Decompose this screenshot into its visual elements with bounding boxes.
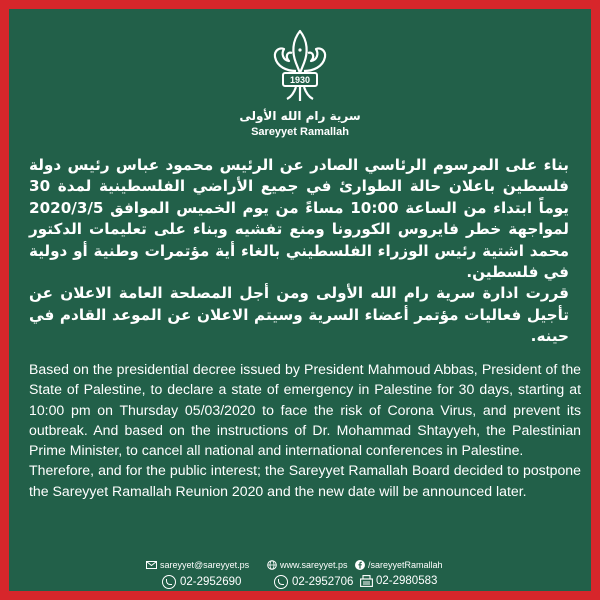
phone-contact-1 [162,575,241,589]
email-text[interactable]: sareyyet@sareyyet.ps [160,560,250,570]
envelope-icon [146,561,157,569]
english-paragraph-1: Based on the presidential decree issued by President Mahmoud Abbas, President of the State of Palestine, to declare a state of emergency in Palestine for 30 days, starting at 10:00 pm on Thursday 05/03/2020 to face the risk of Corona Virus, and prevent its outbreak. And based on the instructions of Dr. Mohammad Shtayyeh, the Palestinian Prime Minister, to cancel all national and international conferences in Palestine. [29,361,581,459]
globe-icon [267,560,277,570]
org-name-arabic: سرية رام الله الأولى [239,109,361,123]
fax-text[interactable]: 02-2980583 [376,575,438,587]
phone-contact-2 [274,575,353,589]
facebook-text[interactable]: /sareyyetRamallah [368,560,443,570]
facebook-contact [355,560,443,570]
arabic-paragraph-1: بناء على المرسوم الرئاسي الصادر عن الرئيس محمود عباس رئيس دولة فلسطين باعلان حالة الطوارئ في جميع الأراضي الفلسطينية لمدة 30 يوماً ابتداء من الساعة 10:00 مساءً من يوم الخميس الموافق 2020/3/5 لمواجهة خطر فايروس الكورونا ومنع تفشيه وبناء على تعليمات الدكتور محمد اشتية رئيس الوزراء الفلسطيني بالغاء أية مؤتمرات وطنية أو دولية في فلسطين. [29,156,569,282]
logo-year: 1930 [289,75,311,85]
arabic-announcement [29,155,569,348]
phone-1-text[interactable]: 02-2952690 [180,576,242,588]
fax-icon [360,575,373,587]
email-contact [146,560,249,570]
website-text[interactable]: www.sareyyet.ps [280,560,348,570]
logo-block [9,9,591,149]
arabic-paragraph-2: قررت ادارة سرية رام الله الأولى ومن أجل المصلحة العامة الاعلان عن تأجيل فعاليات مؤتمر أعضاء السرية وسيتم الاعلان عن الموعد القادم في حينه. [29,284,569,346]
announcement-panel [9,9,591,591]
fax-contact [360,575,437,587]
fleur-de-lis-logo-icon [265,27,335,107]
phone-icon [274,575,288,589]
phone-2-text[interactable]: 02-2952706 [292,576,354,588]
english-paragraph-2: Therefore, and for the public interest; the Sareyyet Ramallah Board decided to postpone the Sareyyet Ramallah Reunion 2020 and the new date will be announced later. [29,462,581,499]
org-name-english: Sareyyet Ramallah [251,126,349,138]
english-announcement [29,359,581,501]
facebook-icon [355,560,365,570]
website-contact [267,560,348,570]
phone-icon [162,575,176,589]
